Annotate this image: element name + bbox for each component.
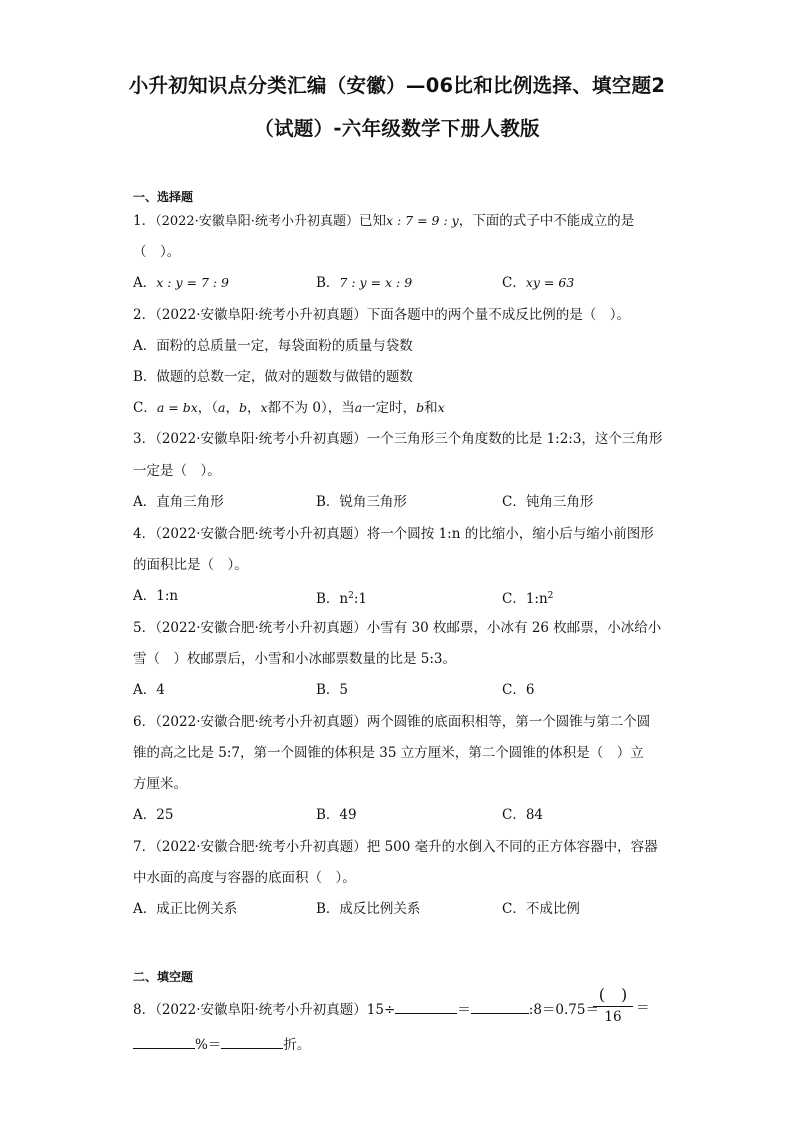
math-variable: x xyxy=(437,400,445,415)
math-variable: b xyxy=(238,400,247,415)
section-heading-fill: 二、填空题 xyxy=(133,970,194,984)
math-variable: x xyxy=(260,400,268,415)
question-7-line1: 7．（2022·安徽合肥·统考小升初真题）把 500 毫升的水倒入不同的正方体容器中，容器 xyxy=(133,839,658,855)
math-expression: x : 7 = 9 : y xyxy=(385,213,459,228)
question-text: :8＝0.75＝ xyxy=(528,1002,599,1018)
question-6-line2: 锥的高之比是 5:7，第一个圆锥的体积是 35 立方厘米，第二个圆锥的体积是（ ）立 xyxy=(133,745,644,761)
option-text: C．1:n xyxy=(502,591,548,607)
question-4-line2: 的面积比是（ ）。 xyxy=(133,557,248,573)
answer-blank[interactable] xyxy=(395,998,457,1014)
fraction-blank[interactable] xyxy=(593,985,633,1025)
question-4-option-b xyxy=(316,586,367,609)
question-8-line1 xyxy=(133,998,599,1020)
question-5-line1: 5．（2022·安徽合肥·统考小升初真题）小雪有 30 枚邮票，小冰有 26 枚邮票，小冰给小 xyxy=(133,620,662,636)
fraction-bar xyxy=(593,1006,633,1007)
question-5-option-c: C．6 xyxy=(502,682,535,698)
question-2-option-c xyxy=(133,398,445,418)
question-4-option-c xyxy=(502,586,553,609)
question-text: 折。 xyxy=(283,1037,311,1053)
question-6-option-c: C．84 xyxy=(502,807,544,823)
section-heading-choice: 一、选择题 xyxy=(133,190,194,204)
option-text: ，（ xyxy=(197,400,219,416)
math-expression: xy = 63 xyxy=(525,275,575,290)
superscript: 2 xyxy=(348,591,354,601)
question-7-option-c: C．不成比例 xyxy=(502,901,580,917)
question-text: %＝ xyxy=(195,1037,222,1053)
question-3-line2: 一定是（ ）。 xyxy=(133,463,221,479)
option-text: 和 xyxy=(424,400,438,416)
question-2-option-b: B．做题的总数一定，做对的题数与做错的题数 xyxy=(133,369,413,385)
question-text: 8．（2022·安徽阜阳·统考小升初真题）15÷ xyxy=(133,1002,396,1018)
question-number: 1． xyxy=(133,213,156,229)
question-6-line3: 方厘米。 xyxy=(133,776,187,792)
question-source: （2022·安徽阜阳·统考小升初真题） xyxy=(155,214,359,229)
question-1-option-a xyxy=(133,273,229,293)
math-expression: a = bx xyxy=(156,400,198,415)
answer-blank[interactable] xyxy=(133,1033,195,1049)
option-text: ， xyxy=(225,400,239,416)
question-5-line2: 雪（ ）枚邮票后，小雪和小冰邮票数量的比是 5:3。 xyxy=(133,651,457,667)
question-2-option-a: A．面粉的总质量一定，每袋面粉的质量与袋数 xyxy=(133,338,413,354)
question-8-equals: ＝ xyxy=(636,1000,650,1016)
option-text: :1 xyxy=(353,591,367,607)
page-title-line1: 小升初知识点分类汇编（安徽）—06比和比例选择、填空题2 xyxy=(128,74,666,97)
question-3-line1: 3．（2022·安徽阜阳·统考小升初真题）一个三角形三个角度数的比是 1:2:3，这个三角形 xyxy=(133,431,663,447)
question-1-line2: （ ）。 xyxy=(133,244,181,260)
option-text: 一定时， xyxy=(362,400,417,416)
math-variable: b xyxy=(416,400,425,415)
question-1-line1 xyxy=(133,211,634,232)
option-label: B． xyxy=(316,275,340,291)
question-1-option-b xyxy=(316,273,412,293)
answer-blank[interactable] xyxy=(471,998,529,1014)
question-7-option-a: A．成正比例关系 xyxy=(133,901,238,917)
question-text: 已知 xyxy=(358,213,386,229)
question-8-line2 xyxy=(133,1033,310,1055)
question-6-line1: 6．（2022·安徽合肥·统考小升初真题）两个圆锥的底面积相等，第一个圆锥与第二个圆 xyxy=(133,714,651,730)
question-3-option-c: C．钝角三角形 xyxy=(502,494,594,510)
question-2-line1: 2．（2022·安徽阜阳·统考小升初真题）下面各题中的两个量不成反比例的是（ ）。 xyxy=(133,307,631,323)
page-title-line2: （试题）-六年级数学下册人教版 xyxy=(254,117,540,140)
question-3-option-a: A．直角三角形 xyxy=(133,494,224,510)
option-text: B．n xyxy=(316,591,349,607)
question-3-option-b: B．锐角三角形 xyxy=(316,494,407,510)
question-1-option-c xyxy=(502,273,574,293)
question-5-option-a: A．4 xyxy=(133,682,165,698)
question-6-option-b: B．49 xyxy=(316,807,357,823)
question-4-option-a: A．1:n xyxy=(133,588,179,604)
question-text: ＝ xyxy=(457,1002,471,1018)
option-label: C． xyxy=(502,275,526,291)
option-label: A． xyxy=(133,275,157,291)
fraction-denominator: 16 xyxy=(604,1009,622,1025)
question-5-option-b: B．5 xyxy=(316,682,349,698)
question-7-option-b: B．成反比例关系 xyxy=(316,901,421,917)
option-text: 都不为 0），当 xyxy=(267,400,355,416)
answer-blank[interactable] xyxy=(221,1033,283,1049)
option-text: ， xyxy=(247,400,261,416)
question-7-line2: 中水面的高度与容器的底面积（ ）。 xyxy=(133,870,356,886)
math-expression: 7 : y = x : 9 xyxy=(339,275,413,290)
math-variable: a xyxy=(354,400,363,415)
option-label: C． xyxy=(133,400,157,416)
fraction-numerator: ( ) xyxy=(598,985,628,1004)
question-6-option-a: A．25 xyxy=(133,807,174,823)
question-4-line1: 4．（2022·安徽合肥·统考小升初真题）将一个圆按 1:n 的比缩小，缩小后与缩小前图形 xyxy=(133,526,654,542)
math-expression: x : y = 7 : 9 xyxy=(156,275,230,290)
question-text: ，下面的式子中不能成立的是 xyxy=(458,213,635,229)
superscript: 2 xyxy=(547,591,554,601)
math-variable: a xyxy=(218,400,226,415)
